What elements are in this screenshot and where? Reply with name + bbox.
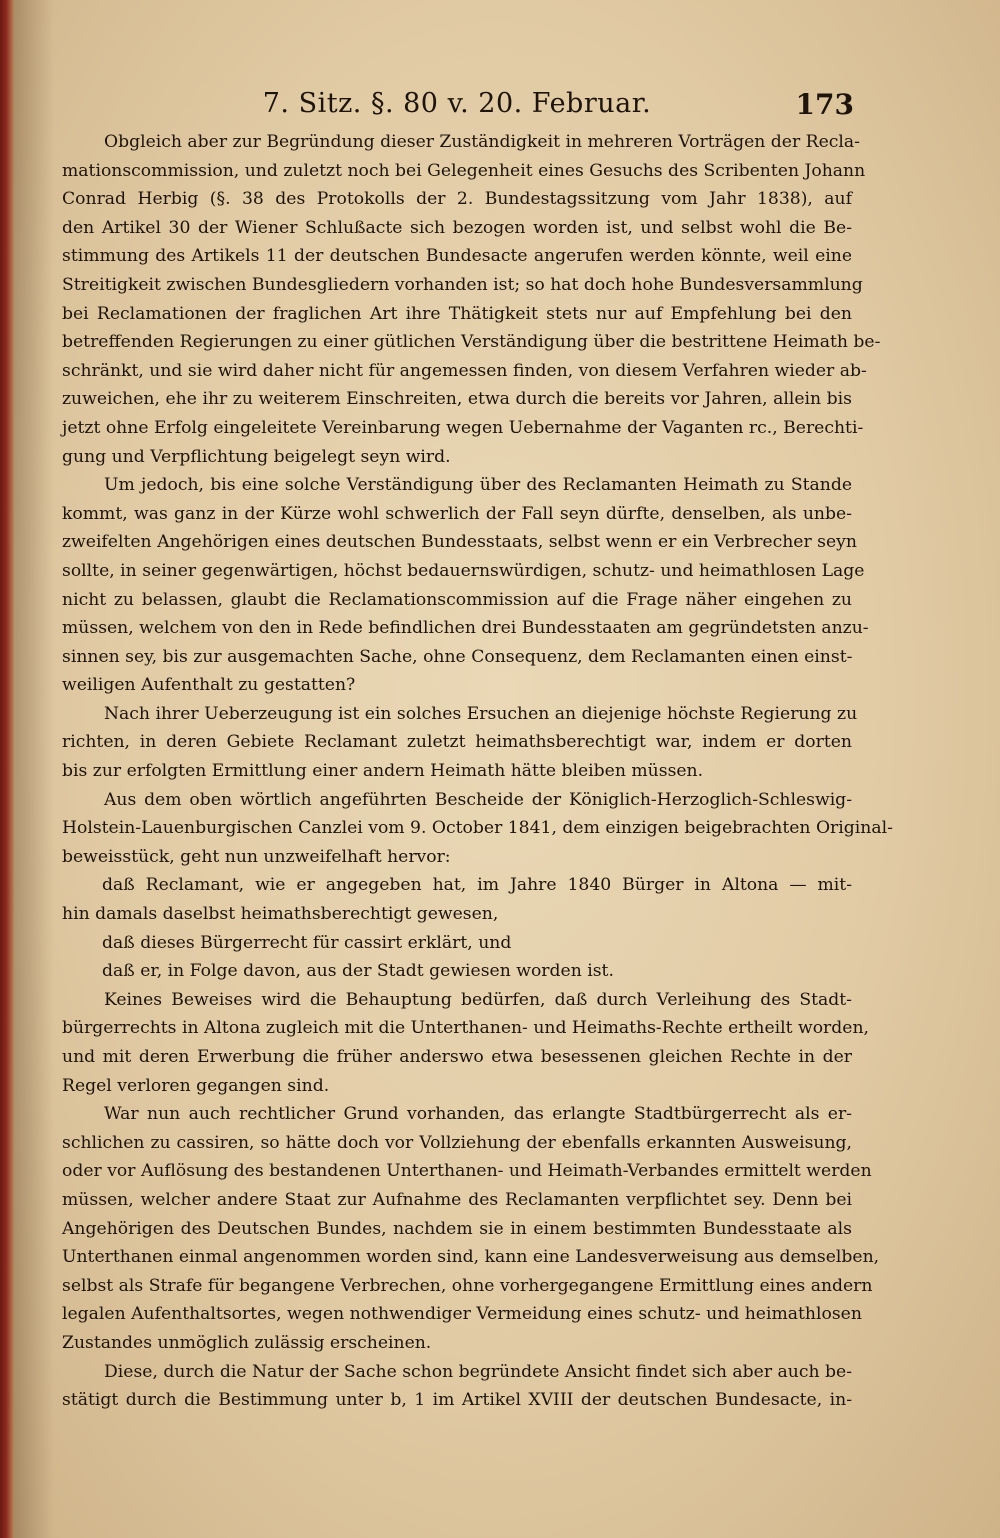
text-line: bis zur erfolgten Ermittlung einer andern Heimath hätte bleiben müssen. bbox=[62, 761, 704, 782]
text-line: jetzt ohne Erfolg eingeleitete Vereinbarung wegen Uebernahme der Vaganten rc., Berechti- bbox=[62, 417, 864, 438]
text-line: sinnen sey, bis zur ausgemachten Sache, ohne Consequenz, dem Reclamanten einen einst- bbox=[62, 646, 853, 667]
text-line: Holstein-Lauenburgischen Canzlei vom 9. October 1841, dem einzigen beigebrachten Original- bbox=[62, 818, 893, 839]
running-head: 7. Sitz. §. 80 v. 20. Februar. bbox=[262, 88, 652, 119]
text-line: hin damals daselbst heimathsberechtigt gewesen, bbox=[62, 904, 499, 925]
text-line: müssen, welcher andere Staat zur Aufnahme des Reclamanten verpflichtet sey. Denn bei bbox=[62, 1189, 852, 1210]
text-line: Aus dem oben wörtlich angeführten Bescheide der Königlich-Herzoglich-Schleswig- bbox=[104, 789, 852, 810]
text-line: weiligen Aufenthalt zu gestatten? bbox=[62, 675, 356, 696]
text-line: bei Reclamationen der fraglichen Art ihre Thätigkeit stets nur auf Empfehlung bei den bbox=[62, 303, 852, 324]
text-line: Streitigkeit zwischen Bundesgliedern vorhanden ist; so hat doch hohe Bundesversammlung bbox=[62, 274, 863, 295]
text-line: kommt, was ganz in der Kürze wohl schwerlich der Fall seyn dürfte, denselben, als unbe- bbox=[62, 503, 852, 524]
text-line: den Artikel 30 der Wiener Schlußacte sich bezogen worden ist, und selbst wohl die Be- bbox=[62, 217, 852, 238]
gutter-shadow bbox=[14, 0, 54, 1538]
text-line: Nach ihrer Ueberzeugung ist ein solches Ersuchen an diejenige höchste Regierung zu bbox=[104, 703, 858, 724]
text-line: müssen, welchem von den in Rede befindlichen drei Bundesstaaten am gegründetsten anzu- bbox=[62, 618, 869, 639]
text-line: War nun auch rechtlicher Grund vorhanden, das erlangte Stadtbürgerrecht als er- bbox=[104, 1104, 852, 1125]
text-line: schlichen zu cassiren, so hätte doch vor Vollziehung der ebenfalls erkannten Ausweisung, bbox=[62, 1132, 852, 1153]
text-line: daß dieses Bürgerrecht für cassirt erklärt, und bbox=[102, 932, 512, 953]
text-line: legalen Aufenthaltsortes, wegen nothwendiger Vermeidung eines schutz- und heimathlosen bbox=[62, 1304, 862, 1325]
text-line: stimmung des Artikels 11 der deutschen Bundesacte angerufen werden könnte, weil eine bbox=[62, 246, 852, 267]
text-line: Conrad Herbig (§. 38 des Protokolls der 2. Bundestagssitzung vom Jahr 1838), auf bbox=[62, 189, 852, 210]
text-line: sollte, in seiner gegenwärtigen, höchst bedauernswürdigen, schutz- und heimathlosen Lage bbox=[62, 560, 865, 581]
text-line: Obgleich aber zur Begründung dieser Zuständigkeit in mehreren Vorträgen der Recla- bbox=[104, 132, 860, 152]
text-line: Zustandes unmöglich zulässig erscheinen. bbox=[62, 1332, 432, 1353]
text-line: schränkt, und sie wird daher nicht für angemessen finden, von diesem Verfahren wieder ab- bbox=[62, 360, 867, 381]
page-header bbox=[62, 88, 852, 128]
text-line: stätigt durch die Bestimmung unter b, 1 im Artikel XVIII der deutschen Bundesacte, in- bbox=[62, 1390, 852, 1411]
text-line: Regel verloren gegangen sind. bbox=[62, 1075, 330, 1096]
text-line: richten, in deren Gebiete Reclamant zuletzt heimathsberechtigt war, indem er dorten bbox=[62, 732, 852, 753]
text-line: und mit deren Erwerbung die früher anderswo etwa besessenen gleichen Rechte in der bbox=[62, 1047, 852, 1067]
text-line: Um jedoch, bis eine solche Verständigung über des Reclamanten Heimath zu Stande bbox=[104, 475, 852, 496]
text-line: zweifelten Angehörigen eines deutschen Bundesstaats, selbst wenn er ein Verbrecher seyn bbox=[62, 532, 857, 553]
book-spine bbox=[0, 0, 14, 1538]
text-line: zuweichen, ehe ihr zu weiterem Einschreiten, etwa durch die bereits vor Jahren, allein bis bbox=[62, 389, 852, 410]
text-line: Angehörigen des Deutschen Bundes, nachdem sie in einem bestimmten Bundesstaate als bbox=[62, 1218, 852, 1239]
page-body bbox=[62, 128, 893, 1415]
text-line: Unterthanen einmal angenommen worden sind, kann eine Landesverweisung aus demselben, bbox=[62, 1247, 880, 1268]
text-line: selbst als Strafe für begangene Verbrechen, ohne vorhergegangene Ermittlung eines andern bbox=[62, 1275, 873, 1296]
text-line: oder vor Auflösung des bestandenen Unterthanen- und Heimath-Verbandes ermittelt werden bbox=[62, 1161, 872, 1182]
text-line: beweisstück, geht nun unzweifelhaft hervor: bbox=[62, 846, 451, 867]
text-line: bürgerrechts in Altona zugleich mit die Unterthanen- und Heimaths-Rechte ertheilt worden, bbox=[62, 1018, 869, 1039]
text-line: Diese, durch die Natur der Sache schon begründete Ansicht findet sich aber auch be- bbox=[104, 1361, 852, 1382]
text-line: daß er, in Folge davon, aus der Stadt gewiesen worden ist. bbox=[102, 961, 614, 982]
text-line: mationscommission, und zuletzt noch bei Gelegenheit eines Gesuchs des Scribenten Johann bbox=[62, 160, 866, 181]
page-number: 173 bbox=[795, 88, 854, 121]
text-line: betreffenden Regierungen zu einer gütlichen Verständigung über die bestrittene Heimath be- bbox=[62, 332, 881, 353]
text-line: nicht zu belassen, glaubt die Reclamationscommission auf die Frage näher eingehen zu bbox=[62, 589, 852, 610]
text-line: Keines Beweises wird die Behauptung bedürfen, daß durch Verleihung des Stadt- bbox=[104, 989, 852, 1010]
text-line: gung und Verpflichtung beigelegt seyn wird. bbox=[62, 446, 451, 467]
text-line: daß Reclamant, wie er angegeben hat, im Jahre 1840 Bürger in Altona — mit- bbox=[102, 875, 852, 896]
